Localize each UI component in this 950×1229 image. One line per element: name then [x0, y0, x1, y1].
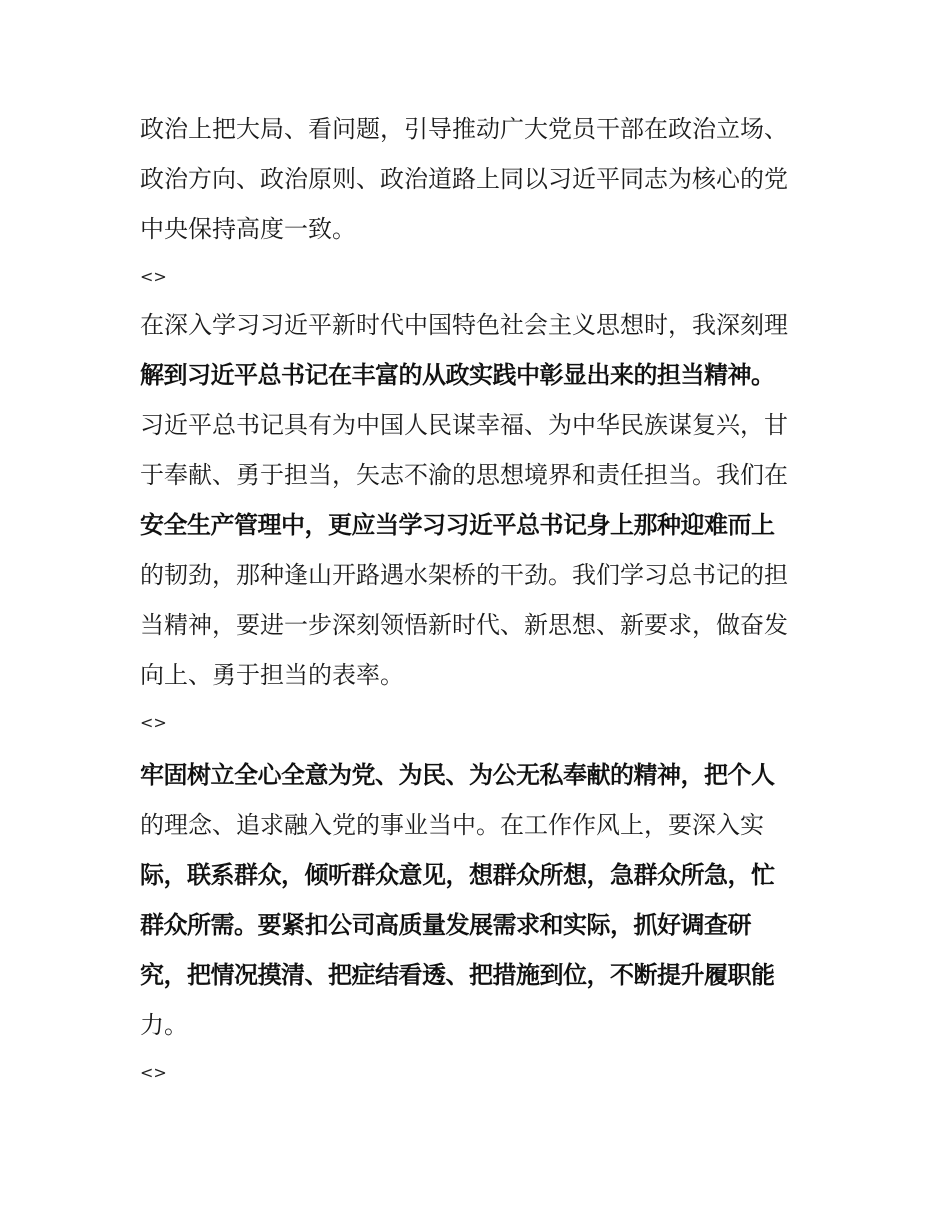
paragraph-line: 向上、勇于担当的表率。 [140, 661, 404, 689]
paragraph-line: 当精神，要进一步深刻领悟新时代、新思想、新要求，做奋发 [140, 611, 788, 639]
paragraph-line: 在深入学习习近平新时代中国特色社会主义思想时，我深刻理 [140, 311, 788, 339]
paragraph-line: 中央保持高度一致。 [140, 215, 356, 243]
paragraph-1 [140, 104, 820, 300]
paragraph-3 [140, 750, 820, 1096]
paragraph-separator: <> [140, 1063, 167, 1082]
paragraph-line: 安全生产管理中，更应当学习习近平总书记身上那种迎难而上 [140, 511, 775, 539]
paragraph-line: 政治上把大局、看问题，引导推动广大党员干部在政治立场、 [140, 115, 788, 143]
paragraph-line: 的韧劲，那种逢山开路遇水架桥的干劲。我们学习总书记的担 [140, 561, 788, 589]
paragraph-line: 的理念、追求融入党的事业当中。在工作作风上，要深入实 [140, 811, 764, 839]
paragraph-line: 于奉献、勇于担当，矢志不渝的思想境界和责任担当。我们在 [140, 461, 788, 489]
paragraph-line: 牢固树立全心全意为党、为民、为公无私奉献的精神，把个人 [140, 761, 775, 789]
paragraph-2 [140, 300, 820, 746]
paragraph-line: 群众所需。要紧扣公司高质量发展需求和实际，抓好调查研 [140, 911, 751, 939]
paragraph-separator: <> [140, 713, 167, 732]
paragraph-separator: <> [140, 267, 167, 286]
paragraph-line: 究，把情况摸清、把症结看透、把措施到位，不断提升履职能 [140, 961, 775, 989]
paragraph-line: 解到习近平总书记在丰富的从政实践中彰显出来的担当精神。 [140, 361, 775, 389]
paragraph-line: 习近平总书记具有为中国人民谋幸福、为中华民族谋复兴，甘 [140, 411, 788, 439]
paragraph-line: 际，联系群众，倾听群众意见，想群众所想，急群众所急，忙 [140, 861, 775, 889]
paragraph-line: 力。 [140, 1011, 188, 1039]
paragraph-line: 政治方向、政治原则、政治道路上同以习近平同志为核心的党 [140, 165, 788, 193]
